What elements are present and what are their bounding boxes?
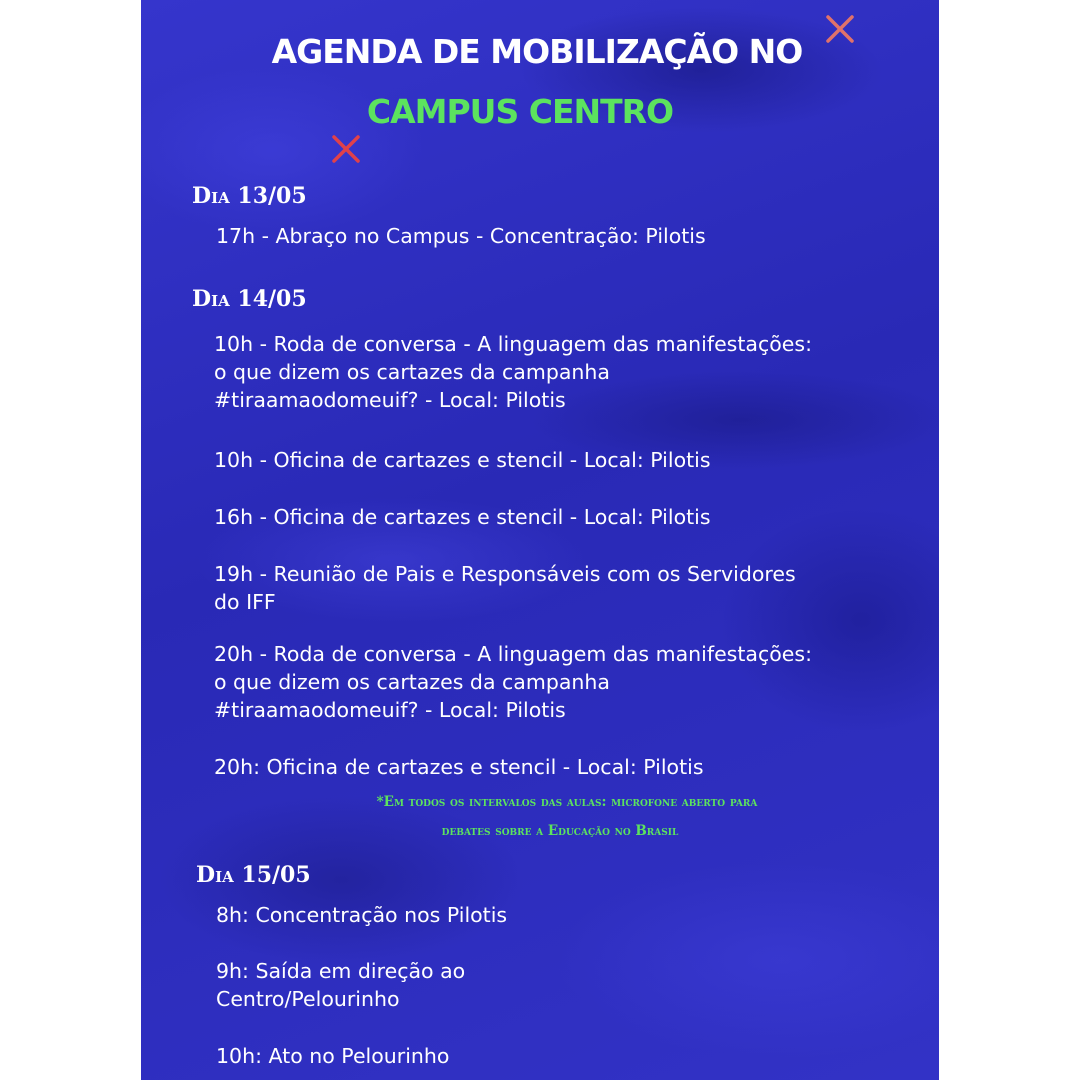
note-line-1: *Em todos os intervalos das aulas: microfone aberto para — [376, 794, 758, 810]
title-line-2: CAMPUS CENTRO — [366, 92, 674, 131]
event-item: 19h - Reunião de Pais e Responsáveis com os Servidores do IFF — [214, 562, 796, 614]
event-item: 20h: Oficina de cartazes e stencil - Local: Pilotis — [214, 755, 704, 779]
poster — [141, 0, 939, 1080]
event-item: 10h: Ato no Pelourinho — [216, 1044, 450, 1068]
event-item: 9h: Saída em direção ao Centro/Pelourinho — [216, 959, 466, 1011]
day-heading-13-05: Dia 13/05 — [192, 183, 307, 209]
event-item: 17h - Abraço no Campus - Concentração: Pilotis — [216, 224, 706, 248]
event-item: 10h - Roda de conversa - A linguagem das manifestações: o que dizem os cartazes da campanha #tiraamaodomeuif? - Local: Pilotis — [214, 332, 812, 412]
event-item: 10h - Oficina de cartazes e stencil - Local: Pilotis — [214, 448, 711, 472]
x-mark-left-icon — [331, 134, 361, 164]
note-line-2: debates sobre a Educação no Brasil — [441, 823, 679, 839]
title-line-1: AGENDA DE MOBILIZAÇÃO NO — [271, 32, 803, 71]
day-heading-14-05: Dia 14/05 — [192, 286, 307, 312]
event-item: 20h - Roda de conversa - A linguagem das manifestações: o que dizem os cartazes da campanha #tiraamaodomeuif? - Local: Pilotis — [214, 642, 812, 722]
day-heading-15-05: Dia 15/05 — [196, 862, 311, 888]
event-item: 8h: Concentração nos Pilotis — [216, 903, 508, 927]
event-item: 16h - Oficina de cartazes e stencil - Local: Pilotis — [214, 505, 711, 529]
